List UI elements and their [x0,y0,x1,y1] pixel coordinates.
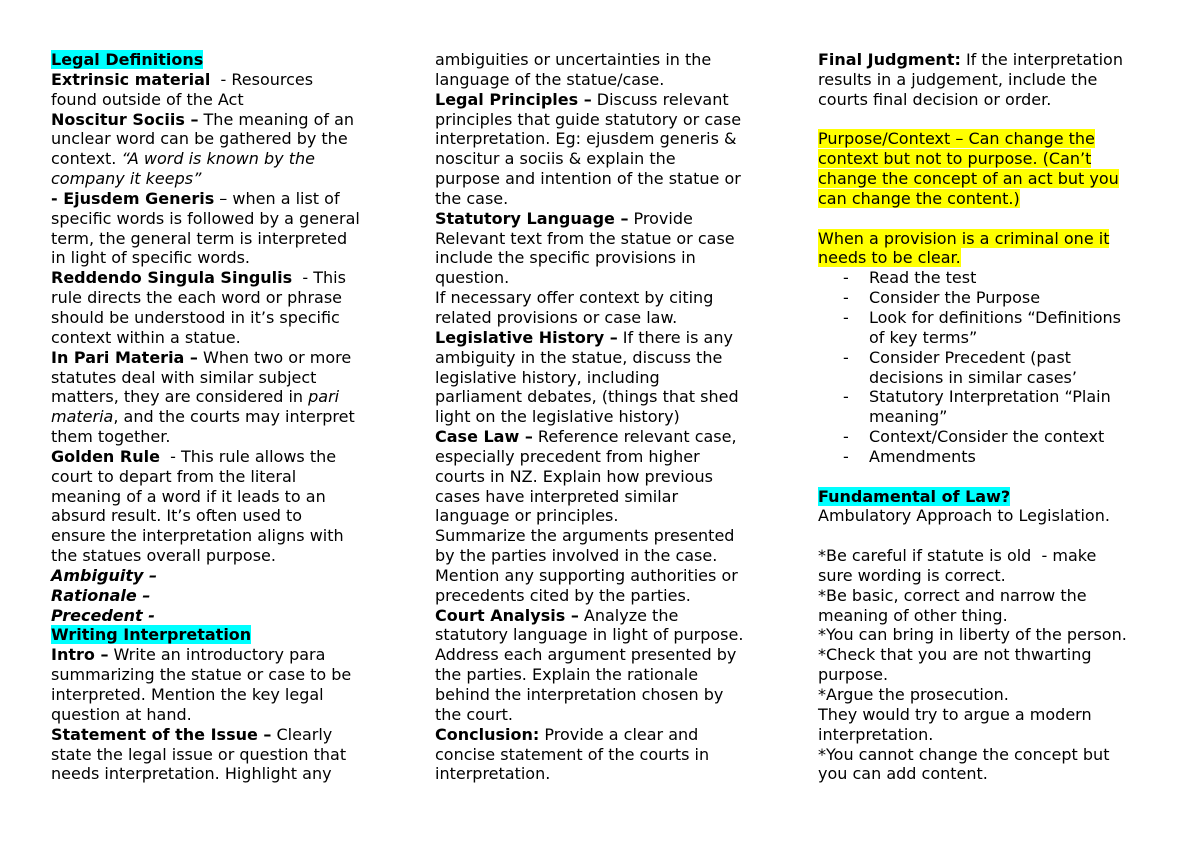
text-line: ensure the interpretation aligns with [51,526,344,546]
text-line: results in a judgement, include the [818,69,1098,89]
def-ejusdem: - Ejusdem Generis – when a list of [51,188,340,208]
note-line: interpretation. [818,724,934,744]
text-line: rule directs the each word or phrase [51,288,342,308]
list-item: - Context/Consider the context [843,427,1105,447]
note-line: They would try to argue a modern [818,704,1092,724]
text-line: interpretation. [435,764,551,784]
text-line: purpose and intention of the statue or [435,169,741,189]
list-item-continued: of key terms” [869,327,978,347]
note-line: you can add content. [818,764,988,784]
term-ambiguity: Ambiguity – [51,565,157,585]
text-line: principles that guide statutory or case [435,109,742,129]
text-line: concise statement of the courts in [435,744,710,764]
text-line: Summarize the arguments presented [435,526,735,546]
text-line: can change the content.) [818,188,1020,208]
text-line: found outside of the Act [51,89,244,109]
text-line: legislative history, including [435,367,660,387]
purpose-context-note: Purpose/Context – Can change the [818,129,1095,149]
text-line: Address each argument presented by [435,645,737,665]
term-rationale: Rationale – [51,585,151,605]
text-line: context within a statue. [51,327,241,347]
def-legal-principles: Legal Principles – Discuss relevant [435,89,729,109]
column-1 [51,50,396,784]
text-line: by the parties involved in the case. [435,546,718,566]
heading-legal-definitions: Legal Definitions [51,50,204,69]
note-line: *Check that you are not thwarting [818,645,1092,665]
text-line: ambiguities or uncertainties in the [435,50,712,69]
def-statement-of-issue: Statement of the Issue – Clearly [51,724,333,744]
text-line: statutory language in light of purpose. [435,625,744,645]
def-legislative-history: Legislative History – If there is any [435,327,733,347]
text-line: noscitur a sociis & explain the [435,149,676,169]
text-line: needs to be clear. [818,248,961,268]
text-line: Relevant text from the statue or case [435,228,735,248]
text-line: change the concept of an act but you [818,169,1119,189]
list-item: - Amendments [843,446,976,466]
def-reddendo: Reddendo Singula Singulis - This [51,268,346,288]
text-line: the case. [435,188,509,208]
def-intro: Intro – Write an introductory para [51,645,326,665]
term-precedent: Precedent - [51,605,155,625]
text-line: absurd result. It’s often used to [51,506,303,526]
def-noscitur: Noscitur Sociis – The meaning of an [51,109,355,129]
def-court-analysis: Court Analysis – Analyze the [435,605,679,625]
note-line: *Be careful if statute is old - make [818,546,1097,566]
text-line: interpretation. Eg: ejusdem generis & [435,129,737,149]
text-line: should be understood in it’s specific [51,307,340,327]
text-line: cases have interpreted similar [435,486,679,506]
text-line: language or principles. [435,506,619,526]
text-line: interpreted. Mention the key legal [51,685,324,704]
text-line: especially precedent from higher [435,446,700,466]
text-line: the statues overall purpose. [51,546,276,566]
text-line: context but not to purpose. (Can’t [818,149,1092,169]
note-line: purpose. [818,665,889,685]
heading-fundamental-of-law: Fundamental of Law? [818,486,1011,506]
text-line: court to depart from the literal [51,466,297,486]
def-pari-materia: In Pari Materia – When two or more [51,347,352,367]
text-line: needs interpretation. Highlight any [51,764,332,784]
column-2 [435,50,780,784]
criminal-provision-note: When a provision is a criminal one it [818,228,1110,248]
text-line: materia, and the courts may interpret [51,407,355,427]
text-line: Ambulatory Approach to Legislation. [818,506,1110,526]
text-line: state the legal issue or question that [51,744,347,764]
note-line: *Argue the prosecution. [818,685,1009,704]
text-line: the court. [435,704,514,724]
spacer [818,209,1163,229]
list-item-continued: meaning” [869,407,948,427]
def-extrinsic: Extrinsic material - Resources [51,69,314,89]
text-line: meaning of a word if it leads to an [51,486,326,506]
list-item: - Look for definitions “Definitions [843,307,1121,327]
text-line: the parties. Explain the rationale [435,665,699,685]
text-line: question. [435,268,510,288]
list-item: - Read the test [843,268,977,288]
note-line: *You can bring in liberty of the person. [818,625,1127,645]
text-line: in light of specific words. [51,248,251,268]
def-golden-rule: Golden Rule - This rule allows the [51,446,337,466]
list-item: - Consider the Purpose [843,288,1041,308]
text-line: question at hand. [51,704,192,724]
text-line: statutes deal with similar subject [51,367,317,387]
def-statutory-language: Statutory Language – Provide [435,208,693,228]
column-3 [818,50,1163,784]
text-line: term, the general term is interpreted [51,228,348,248]
heading-writing-interpretation: Writing Interpretation [51,625,252,645]
list-item: - Consider Precedent (past [843,347,1071,367]
text-line: Mention any supporting authorities or [435,565,738,585]
text-line: unclear word can be gathered by the [51,129,348,149]
text-line: If necessary offer context by citing [435,288,714,308]
note-line: *You cannot change the concept but [818,744,1110,764]
text-line: language of the statue/case. [435,69,665,89]
text-line: include the specific provisions in [435,248,696,268]
note-line: meaning of other thing. [818,605,1008,625]
text-line: light on the legislative history) [435,407,680,427]
text-line: related provisions or case law. [435,307,678,327]
text-line: them together. [51,427,171,447]
spacer [818,526,1163,546]
note-line: sure wording is correct. [818,565,1006,585]
spacer [818,467,1163,487]
text-line: courts final decision or order. [818,89,1052,109]
text-line: summarizing the statue or case to be [51,665,352,685]
text-line: matters, they are considered in pari [51,387,340,407]
note-line: *Be basic, correct and narrow the [818,585,1087,605]
def-case-law: Case Law – Reference relevant case, [435,427,737,447]
def-final-judgment: Final Judgment: If the interpretation [818,50,1123,69]
text-line: behind the interpretation chosen by [435,685,724,704]
text-line: context. “A word is known by the [51,149,315,169]
text-line: precedents cited by the parties. [435,585,691,605]
text-line: ambiguity in the statue, discuss the [435,347,723,367]
def-conclusion: Conclusion: Provide a clear and [435,724,699,744]
text-line: parliament debates, (things that shed [435,387,739,407]
list-item: - Statutory Interpretation “Plain [843,387,1111,407]
text-line: specific words is followed by a general [51,208,360,228]
text-line: courts in NZ. Explain how previous [435,466,713,486]
text-line: company it keeps” [51,169,202,189]
spacer [818,110,1163,130]
list-item-continued: decisions in similar cases’ [869,367,1077,387]
